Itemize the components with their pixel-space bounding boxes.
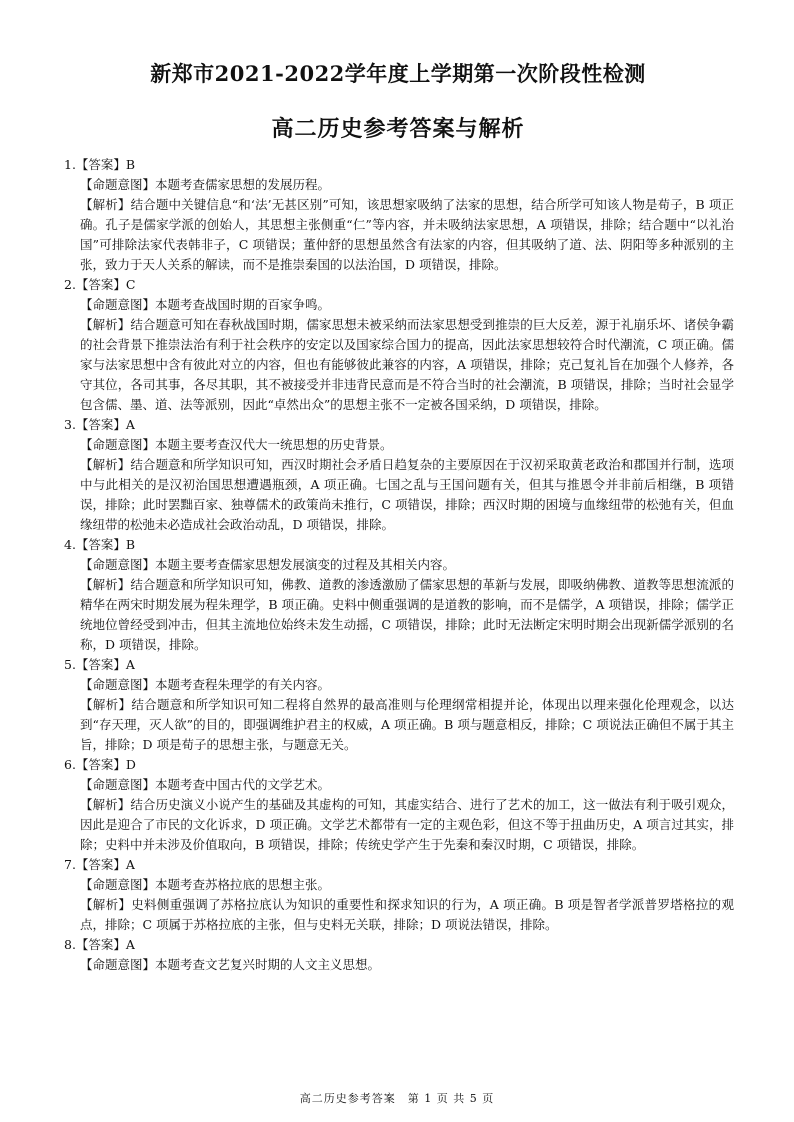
question-item bbox=[62, 655, 734, 755]
analysis-paragraph: 【解析】史料侧重强调了苏格拉底认为知识的重要性和探求知识的行为，A 项正确。B 项是智者学派普罗塔格拉的观点，排除；C 项属于苏格拉底的主张，但与史料无关联，排除；D 项说法错误，排除。 bbox=[80, 897, 734, 932]
answer-line: 6.【答案】D bbox=[64, 757, 136, 772]
answer-line: 4.【答案】B bbox=[64, 537, 136, 552]
analysis-paragraph: 【解析】结合题意和所学知识可知二程将自然界的最高准则与伦理纲常相提并论，体现出以理来强化伦理观念，以达到“存天理，灭人欲”的目的，即强调维护君主的权威，A 项正确。B 项与题意相反，排除；C 项说法正确但不属于其主旨，排除；D 项是荀子的思想主张，与题意无关。 bbox=[80, 697, 734, 752]
intent-line: 【命题意图】本题考查儒家思想的发展历程。 bbox=[80, 177, 331, 192]
answer-list bbox=[62, 155, 734, 975]
document-subtitle: 高二历史参考答案与解析 bbox=[271, 116, 525, 142]
question-item bbox=[62, 275, 734, 415]
intent-line: 【命题意图】本题考查文艺复兴时期的人文主义思想。 bbox=[80, 957, 381, 972]
analysis-paragraph: 【解析】结合题意和所学知识可知，佛教、道教的渗透激励了儒家思想的革新与发展，即吸纳佛教、道教等思想流派的精华在两宋时期发展为程朱理学，B 项正确。史料中侧重强调的是道教的影响，而不是儒学，A 项错误，排除；儒学正统地位曾经受到冲击，但其主流地位始终未发生动摇，C 项错误，排除；此时无法断定宋明时期会出现新儒学派别的名称，D 项错误，排除。 bbox=[80, 577, 734, 652]
question-item bbox=[62, 855, 734, 935]
answer-line: 1.【答案】B bbox=[64, 157, 136, 172]
question-item bbox=[62, 935, 734, 975]
answer-line: 5.【答案】A bbox=[64, 657, 135, 672]
question-item bbox=[62, 415, 734, 535]
question-item bbox=[62, 155, 734, 275]
intent-line: 【命题意图】本题考查程朱理学的有关内容。 bbox=[80, 677, 331, 692]
answer-line: 7.【答案】A bbox=[64, 857, 135, 872]
intent-line: 【命题意图】本题主要考查汉代大一统思想的历史背景。 bbox=[80, 437, 393, 452]
intent-line: 【命题意图】本题考查战国时期的百家争鸣。 bbox=[80, 297, 331, 312]
page-footer: 高二历史参考答案 第 1 页 共 5 页 bbox=[299, 1092, 495, 1105]
intent-line: 【命题意图】本题考查中国古代的文学艺术。 bbox=[80, 777, 331, 792]
analysis-paragraph: 【解析】结合题意可知在春秋战国时期，儒家思想未被采纳而法家思想受到推崇的巨大反差，源于礼崩乐坏、诸侯争霸的社会背景下推崇法治有利于社会秩序的安定以及国家综合国力的提高，因此法家思想较符合时代潮流，C 项正确。儒家与法家思想中含有彼此对立的内容，但也有能够彼此兼容的内容，A 项错误，排除；克己复礼旨在加强个人修养，各守其位，各司其事，各尽其职，其不被接受并非违背民意而是不符合当时的社会潮流，B 项错误，排除；当时社会显学包含儒、墨、道、法等派别，因此“卓然出众”的思想主张不一定被各国采纳，D 项错误，排除。 bbox=[80, 317, 734, 412]
analysis-paragraph: 【解析】结合题中关键信息“和‘法’无甚区别”可知，该思想家吸纳了法家的思想，结合所学可知该人物是荀子，B 项正确。孔子是儒家学派的创始人，其思想主张侧重“仁”等内容，并未吸纳法家思想，A 项错误，排除；结合题中“以礼治国”可排除法家代表韩非子，C 项错误；董仲舒的思想虽然含有法家的内容，但其吸纳了道、法、阴阳等多种派别的主张，致力于天人关系的解读，而不是推崇秦国的以法治国，D 项错误，排除。 bbox=[80, 197, 734, 272]
intent-line: 【命题意图】本题主要考查儒家思想发展演变的过程及其相关内容。 bbox=[80, 557, 456, 572]
answer-line: 2.【答案】C bbox=[64, 277, 136, 292]
answer-line: 3.【答案】A bbox=[64, 417, 135, 432]
intent-line: 【命题意图】本题考查苏格拉底的思想主张。 bbox=[80, 877, 331, 892]
document-title: 新郑市2021-2022学年度上学期第一次阶段性检测 bbox=[150, 61, 646, 86]
question-item bbox=[62, 755, 734, 855]
analysis-paragraph: 【解析】结合题意和所学知识可知，西汉时期社会矛盾日趋复杂的主要原因在于汉初采取黄老政治和郡国并行制，选项中与此相关的是汉初治国思想遭遇瓶颈，A 项正确。七国之乱与王国问题有关，但其与推恩令并非前后相继，B 项错误，排除；此时罢黜百家、独尊儒术的政策尚未推行，C 项错误，排除；西汉时期的困境与血缘纽带的松弛有关，但血缘纽带的松弛未必造成社会政治动乱，D 项错误，排除。 bbox=[80, 457, 734, 532]
answer-line: 8.【答案】A bbox=[64, 937, 135, 952]
question-item bbox=[62, 535, 734, 655]
analysis-paragraph: 【解析】结合历史演义小说产生的基础及其虚构的可知，其虚实结合、进行了艺术的加工，这一做法有利于吸引观众，因此是迎合了市民的文化诉求，D 项正确。文学艺术都带有一定的主观色彩，但这不等于扭曲历史，A 项言过其实，排除；史料中并未涉及价值取向，B 项错误，排除；传统史学产生于先秦和秦汉时期，C 项错误，排除。 bbox=[80, 797, 734, 852]
